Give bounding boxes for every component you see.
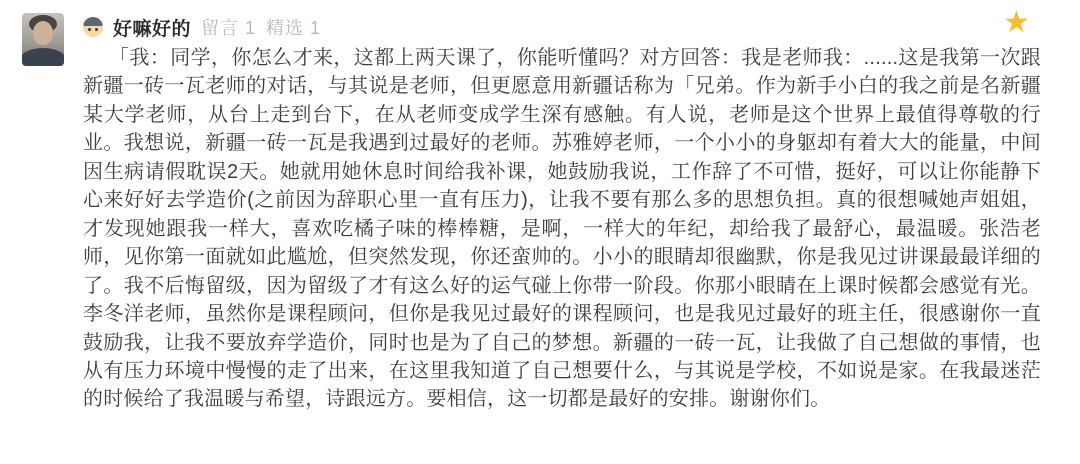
avatar-face-shape bbox=[33, 21, 53, 45]
featured-count-badge: 精选 1 bbox=[266, 18, 322, 38]
boy-face-emoji-icon bbox=[83, 17, 103, 37]
comment-text: 「我：同学，你怎么才来，这都上两天课了，你能听懂吗？对方回答：我是老师我：......这是我第一次跟新疆一砖一瓦老师的对话，与其说是老师，但更愿意用新疆话称为「兄弟。作为新手小白的我之前是名新疆某大学老师，从台上走到台下，在从老师变成学生深有感触。有人说，老师是这个世界上最值得尊敬的行业。我想说，新疆一砖一瓦是我遇到过最好的老师。苏雅婷老师，一个小小的身躯却有着大大的能量，中间因生病请假耽误2天。她就用她休息时间给我补课，她鼓励我说，工作辞了不可惜，挺好，可以让你能静下心来好好去学造价(之前因为辞职心里一直有压力)，让我不要有那么多的思想负担。真的很想喊她声姐姐，才发现她跟我一样大，喜欢吃橘子味的棒棒糖，是啊，一样大的年纪，却给我了最舒心，最温暖。张浩老师，见你第一面就如此尴尬，但突然发现，你还蛮帅的。小小的眼睛却很幽默，你是我见过讲课最最详细的了。我不后悔留级，因为留级了才有这么好的运气碰上你带一阶段。你那小眼睛在上课时候都会感觉有光。李冬洋老师，虽然你是课程顾问，但你是我见过最好的课程顾问，也是我见过最好的班主任，很感谢你一直鼓励我，让我不要放弃学造价，同时也是为了自己的梦想。新疆的一砖一瓦，让我做了自己想做的事情，也从有压力环境中慢慢的走了出来，在这里我知道了自己想要什么，与其说是学校，不如说是家。在我最迷茫的时候给了我温暖与希望，诗跟远方。要相信，这一切都是最好的安排。谢谢你们。 bbox=[83, 47, 1041, 411]
username: 好嘛好的 bbox=[113, 18, 192, 40]
avatar-torso-shape bbox=[22, 48, 64, 66]
reply-count-badge: 留言 1 bbox=[201, 18, 257, 38]
avatar[interactable] bbox=[22, 13, 64, 66]
comment-header bbox=[83, 14, 321, 40]
featured-star-icon[interactable]: ★ bbox=[1003, 6, 1030, 39]
